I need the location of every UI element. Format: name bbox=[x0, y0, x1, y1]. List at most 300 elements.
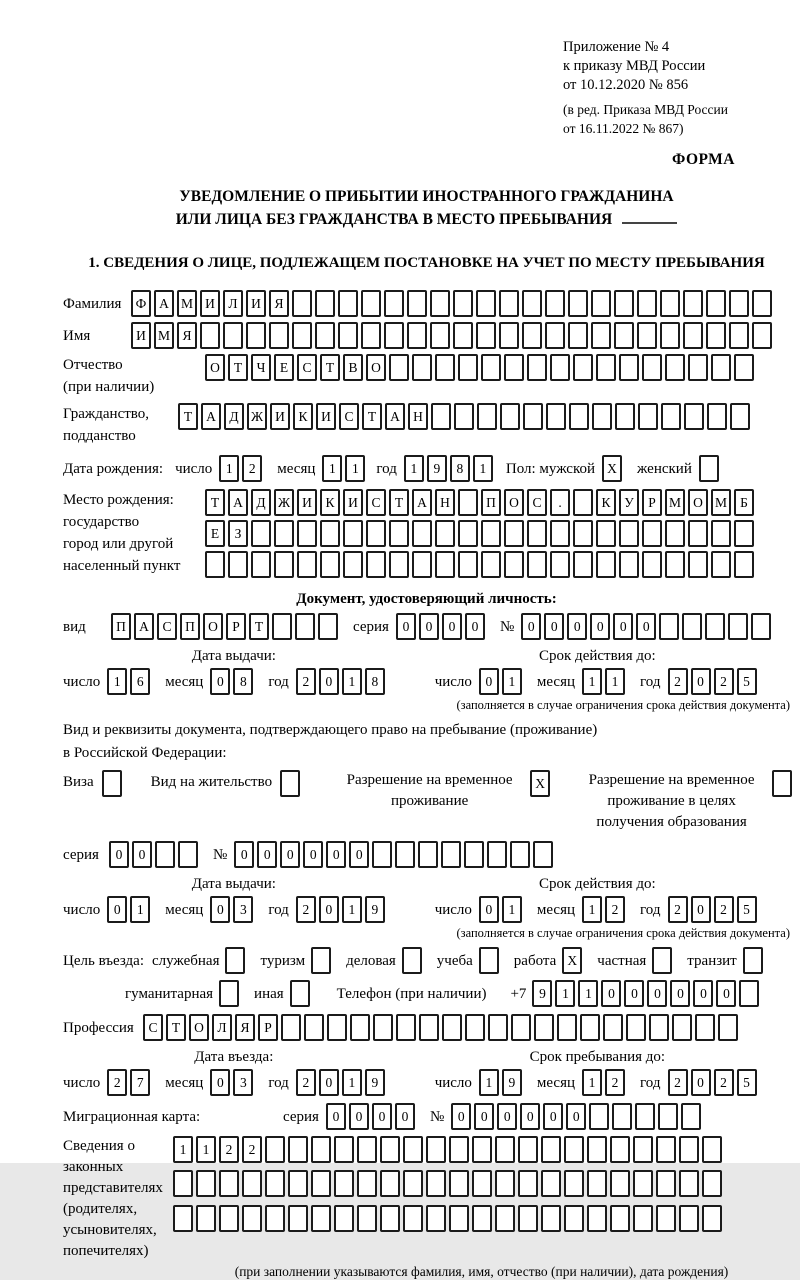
char-box[interactable] bbox=[573, 489, 593, 516]
char-box[interactable] bbox=[612, 1103, 632, 1130]
char-box[interactable] bbox=[242, 1170, 262, 1197]
char-box[interactable] bbox=[476, 322, 496, 349]
char-box[interactable] bbox=[402, 947, 422, 974]
char-box[interactable] bbox=[407, 290, 427, 317]
char-box[interactable]: 9 bbox=[532, 980, 552, 1007]
char-box[interactable]: А bbox=[134, 613, 154, 640]
char-box[interactable] bbox=[679, 1136, 699, 1163]
char-box[interactable]: А bbox=[228, 489, 248, 516]
char-box[interactable]: 0 bbox=[396, 613, 416, 640]
char-box[interactable] bbox=[596, 354, 616, 381]
char-box[interactable]: Е bbox=[205, 520, 225, 547]
char-box[interactable] bbox=[683, 290, 703, 317]
char-box[interactable]: О bbox=[504, 489, 524, 516]
char-box[interactable] bbox=[752, 290, 772, 317]
char-box[interactable]: 1 bbox=[342, 1069, 362, 1096]
char-box[interactable] bbox=[223, 322, 243, 349]
char-box[interactable] bbox=[412, 551, 432, 578]
char-box[interactable] bbox=[500, 403, 520, 430]
char-box[interactable]: М bbox=[665, 489, 685, 516]
char-box[interactable] bbox=[472, 1136, 492, 1163]
char-box[interactable] bbox=[665, 520, 685, 547]
char-box[interactable] bbox=[426, 1205, 446, 1232]
char-box[interactable] bbox=[772, 770, 792, 797]
char-box[interactable]: 0 bbox=[280, 841, 300, 868]
char-box[interactable] bbox=[304, 1014, 324, 1041]
char-box[interactable] bbox=[297, 520, 317, 547]
char-box[interactable] bbox=[679, 1205, 699, 1232]
char-box[interactable]: . bbox=[550, 489, 570, 516]
char-box[interactable]: Е bbox=[274, 354, 294, 381]
char-box[interactable]: И bbox=[131, 322, 151, 349]
char-box[interactable] bbox=[488, 1014, 508, 1041]
char-box[interactable]: 1 bbox=[322, 455, 342, 482]
char-box[interactable] bbox=[591, 290, 611, 317]
char-box[interactable] bbox=[699, 455, 719, 482]
char-box[interactable] bbox=[435, 520, 455, 547]
char-box[interactable]: И bbox=[343, 489, 363, 516]
char-box[interactable] bbox=[518, 1136, 538, 1163]
char-box[interactable] bbox=[389, 354, 409, 381]
char-box[interactable] bbox=[196, 1170, 216, 1197]
char-box[interactable]: 2 bbox=[219, 1136, 239, 1163]
char-box[interactable] bbox=[518, 1205, 538, 1232]
char-box[interactable]: 0 bbox=[543, 1103, 563, 1130]
char-box[interactable]: П bbox=[180, 613, 200, 640]
char-box[interactable] bbox=[315, 290, 335, 317]
char-box[interactable] bbox=[389, 520, 409, 547]
char-box[interactable] bbox=[711, 520, 731, 547]
char-box[interactable] bbox=[587, 1205, 607, 1232]
char-box[interactable] bbox=[707, 403, 727, 430]
char-box[interactable]: 2 bbox=[668, 1069, 688, 1096]
char-box[interactable] bbox=[380, 1170, 400, 1197]
char-box[interactable]: А bbox=[385, 403, 405, 430]
char-box[interactable]: 0 bbox=[451, 1103, 471, 1130]
char-box[interactable]: 7 bbox=[130, 1069, 150, 1096]
char-box[interactable] bbox=[403, 1170, 423, 1197]
char-box[interactable] bbox=[522, 322, 542, 349]
char-box[interactable]: 2 bbox=[714, 668, 734, 695]
char-box[interactable]: 1 bbox=[582, 1069, 602, 1096]
char-box[interactable]: 9 bbox=[502, 1069, 522, 1096]
char-box[interactable] bbox=[343, 551, 363, 578]
char-box[interactable]: И bbox=[200, 290, 220, 317]
char-box[interactable]: 9 bbox=[365, 1069, 385, 1096]
char-box[interactable] bbox=[472, 1205, 492, 1232]
char-box[interactable] bbox=[361, 322, 381, 349]
char-box[interactable] bbox=[373, 1014, 393, 1041]
char-box[interactable]: Н bbox=[435, 489, 455, 516]
char-box[interactable]: 0 bbox=[319, 1069, 339, 1096]
char-box[interactable] bbox=[573, 354, 593, 381]
char-box[interactable] bbox=[334, 1136, 354, 1163]
char-box[interactable]: М bbox=[177, 290, 197, 317]
char-box[interactable] bbox=[527, 354, 547, 381]
char-box[interactable] bbox=[412, 354, 432, 381]
char-box[interactable] bbox=[580, 1014, 600, 1041]
char-box[interactable]: Ж bbox=[247, 403, 267, 430]
char-box[interactable]: 8 bbox=[233, 668, 253, 695]
char-box[interactable] bbox=[495, 1205, 515, 1232]
char-box[interactable]: 2 bbox=[107, 1069, 127, 1096]
char-box[interactable]: 0 bbox=[395, 1103, 415, 1130]
char-box[interactable] bbox=[527, 551, 547, 578]
char-box[interactable]: Я bbox=[235, 1014, 255, 1041]
char-box[interactable]: 0 bbox=[691, 1069, 711, 1096]
char-box[interactable] bbox=[403, 1205, 423, 1232]
char-box[interactable] bbox=[228, 551, 248, 578]
char-box[interactable]: X bbox=[530, 770, 550, 797]
char-box[interactable]: Т bbox=[228, 354, 248, 381]
char-box[interactable] bbox=[288, 1170, 308, 1197]
char-box[interactable] bbox=[541, 1205, 561, 1232]
char-box[interactable] bbox=[265, 1170, 285, 1197]
char-box[interactable]: С bbox=[157, 613, 177, 640]
char-box[interactable] bbox=[281, 1014, 301, 1041]
char-box[interactable] bbox=[453, 322, 473, 349]
char-box[interactable] bbox=[688, 551, 708, 578]
char-box[interactable]: 0 bbox=[566, 1103, 586, 1130]
char-box[interactable] bbox=[265, 1205, 285, 1232]
char-box[interactable] bbox=[357, 1136, 377, 1163]
char-box[interactable] bbox=[642, 520, 662, 547]
char-box[interactable] bbox=[734, 551, 754, 578]
char-box[interactable]: 0 bbox=[210, 668, 230, 695]
char-box[interactable] bbox=[477, 403, 497, 430]
char-box[interactable]: 0 bbox=[636, 613, 656, 640]
char-box[interactable] bbox=[688, 354, 708, 381]
char-box[interactable]: 1 bbox=[342, 896, 362, 923]
char-box[interactable]: К bbox=[293, 403, 313, 430]
char-box[interactable]: 0 bbox=[479, 668, 499, 695]
char-box[interactable] bbox=[702, 1170, 722, 1197]
char-box[interactable]: 0 bbox=[303, 841, 323, 868]
char-box[interactable]: Л bbox=[223, 290, 243, 317]
char-box[interactable]: П bbox=[111, 613, 131, 640]
char-box[interactable] bbox=[527, 520, 547, 547]
char-box[interactable]: 0 bbox=[693, 980, 713, 1007]
char-box[interactable] bbox=[453, 290, 473, 317]
char-box[interactable] bbox=[295, 613, 315, 640]
char-box[interactable] bbox=[633, 1170, 653, 1197]
char-box[interactable]: У bbox=[619, 489, 639, 516]
char-box[interactable] bbox=[711, 354, 731, 381]
char-box[interactable] bbox=[431, 403, 451, 430]
char-box[interactable]: 0 bbox=[319, 668, 339, 695]
char-box[interactable] bbox=[652, 947, 672, 974]
char-box[interactable] bbox=[499, 290, 519, 317]
char-box[interactable]: Ф bbox=[131, 290, 151, 317]
char-box[interactable]: С bbox=[339, 403, 359, 430]
char-box[interactable] bbox=[695, 1014, 715, 1041]
char-box[interactable]: 6 bbox=[130, 668, 150, 695]
char-box[interactable] bbox=[523, 403, 543, 430]
char-box[interactable]: 2 bbox=[668, 896, 688, 923]
char-box[interactable]: Ч bbox=[251, 354, 271, 381]
char-box[interactable]: 9 bbox=[365, 896, 385, 923]
char-box[interactable] bbox=[728, 613, 748, 640]
char-box[interactable] bbox=[357, 1170, 377, 1197]
char-box[interactable]: 0 bbox=[521, 613, 541, 640]
char-box[interactable]: 0 bbox=[326, 841, 346, 868]
char-box[interactable] bbox=[251, 551, 271, 578]
char-box[interactable] bbox=[290, 980, 310, 1007]
char-box[interactable] bbox=[573, 520, 593, 547]
char-box[interactable]: 5 bbox=[737, 896, 757, 923]
char-box[interactable] bbox=[679, 1170, 699, 1197]
char-box[interactable]: 1 bbox=[578, 980, 598, 1007]
char-box[interactable] bbox=[280, 770, 300, 797]
char-box[interactable]: 1 bbox=[582, 668, 602, 695]
char-box[interactable]: 1 bbox=[130, 896, 150, 923]
char-box[interactable]: 0 bbox=[326, 1103, 346, 1130]
char-box[interactable] bbox=[396, 1014, 416, 1041]
char-box[interactable]: 2 bbox=[242, 1136, 262, 1163]
char-box[interactable] bbox=[205, 551, 225, 578]
char-box[interactable] bbox=[418, 841, 438, 868]
char-box[interactable] bbox=[403, 1136, 423, 1163]
char-box[interactable] bbox=[702, 1136, 722, 1163]
char-box[interactable] bbox=[610, 1205, 630, 1232]
char-box[interactable]: А bbox=[412, 489, 432, 516]
char-box[interactable]: К bbox=[320, 489, 340, 516]
char-box[interactable]: Р bbox=[226, 613, 246, 640]
char-box[interactable]: 0 bbox=[647, 980, 667, 1007]
char-box[interactable] bbox=[642, 354, 662, 381]
char-box[interactable]: С bbox=[297, 354, 317, 381]
char-box[interactable]: А bbox=[154, 290, 174, 317]
char-box[interactable] bbox=[288, 1205, 308, 1232]
char-box[interactable] bbox=[730, 403, 750, 430]
char-box[interactable] bbox=[292, 322, 312, 349]
char-box[interactable] bbox=[614, 322, 634, 349]
char-box[interactable] bbox=[706, 322, 726, 349]
char-box[interactable] bbox=[274, 520, 294, 547]
char-box[interactable] bbox=[545, 290, 565, 317]
char-box[interactable]: 1 bbox=[173, 1136, 193, 1163]
char-box[interactable] bbox=[350, 1014, 370, 1041]
char-box[interactable] bbox=[545, 322, 565, 349]
char-box[interactable]: Т bbox=[389, 489, 409, 516]
char-box[interactable] bbox=[196, 1205, 216, 1232]
char-box[interactable]: И bbox=[246, 290, 266, 317]
char-box[interactable] bbox=[660, 290, 680, 317]
char-box[interactable]: 5 bbox=[737, 1069, 757, 1096]
char-box[interactable] bbox=[269, 322, 289, 349]
char-box[interactable]: 0 bbox=[613, 613, 633, 640]
char-box[interactable] bbox=[458, 354, 478, 381]
char-box[interactable] bbox=[200, 322, 220, 349]
char-box[interactable] bbox=[442, 1014, 462, 1041]
char-box[interactable]: О bbox=[205, 354, 225, 381]
char-box[interactable] bbox=[734, 354, 754, 381]
char-box[interactable]: С bbox=[527, 489, 547, 516]
char-box[interactable] bbox=[511, 1014, 531, 1041]
char-box[interactable] bbox=[596, 520, 616, 547]
char-box[interactable] bbox=[510, 841, 530, 868]
char-box[interactable] bbox=[311, 947, 331, 974]
char-box[interactable] bbox=[357, 1205, 377, 1232]
char-box[interactable]: 1 bbox=[502, 896, 522, 923]
char-box[interactable] bbox=[672, 1014, 692, 1041]
char-box[interactable]: 0 bbox=[349, 1103, 369, 1130]
char-box[interactable] bbox=[637, 290, 657, 317]
char-box[interactable]: Р bbox=[258, 1014, 278, 1041]
char-box[interactable]: 2 bbox=[668, 668, 688, 695]
char-box[interactable] bbox=[320, 551, 340, 578]
char-box[interactable] bbox=[610, 1136, 630, 1163]
char-box[interactable]: П bbox=[481, 489, 501, 516]
char-box[interactable] bbox=[334, 1205, 354, 1232]
char-box[interactable]: 2 bbox=[714, 1069, 734, 1096]
char-box[interactable] bbox=[637, 322, 657, 349]
char-box[interactable] bbox=[659, 613, 679, 640]
char-box[interactable] bbox=[481, 520, 501, 547]
char-box[interactable] bbox=[504, 520, 524, 547]
char-box[interactable] bbox=[587, 1170, 607, 1197]
char-box[interactable] bbox=[430, 290, 450, 317]
char-box[interactable] bbox=[752, 322, 772, 349]
char-box[interactable] bbox=[487, 841, 507, 868]
char-box[interactable] bbox=[458, 551, 478, 578]
char-box[interactable] bbox=[706, 290, 726, 317]
char-box[interactable] bbox=[476, 290, 496, 317]
char-box[interactable]: 0 bbox=[349, 841, 369, 868]
char-box[interactable]: 0 bbox=[257, 841, 277, 868]
char-box[interactable] bbox=[458, 520, 478, 547]
char-box[interactable] bbox=[564, 1205, 584, 1232]
char-box[interactable] bbox=[633, 1136, 653, 1163]
char-box[interactable] bbox=[658, 1103, 678, 1130]
char-box[interactable] bbox=[504, 551, 524, 578]
char-box[interactable]: 0 bbox=[479, 896, 499, 923]
char-box[interactable] bbox=[610, 1170, 630, 1197]
char-box[interactable] bbox=[533, 841, 553, 868]
char-box[interactable] bbox=[633, 1205, 653, 1232]
char-box[interactable]: 0 bbox=[716, 980, 736, 1007]
char-box[interactable]: 2 bbox=[296, 1069, 316, 1096]
char-box[interactable]: 1 bbox=[404, 455, 424, 482]
char-box[interactable]: Я bbox=[269, 290, 289, 317]
char-box[interactable]: С bbox=[143, 1014, 163, 1041]
char-box[interactable] bbox=[384, 322, 404, 349]
char-box[interactable]: Р bbox=[642, 489, 662, 516]
char-box[interactable]: 0 bbox=[691, 668, 711, 695]
char-box[interactable]: 2 bbox=[296, 896, 316, 923]
char-box[interactable] bbox=[541, 1136, 561, 1163]
char-box[interactable]: Н bbox=[408, 403, 428, 430]
char-box[interactable] bbox=[615, 403, 635, 430]
char-box[interactable]: 0 bbox=[544, 613, 564, 640]
char-box[interactable] bbox=[458, 489, 478, 516]
char-box[interactable] bbox=[660, 322, 680, 349]
char-box[interactable]: Т bbox=[178, 403, 198, 430]
char-box[interactable] bbox=[320, 520, 340, 547]
char-box[interactable] bbox=[426, 1136, 446, 1163]
char-box[interactable]: 1 bbox=[107, 668, 127, 695]
char-box[interactable]: 8 bbox=[450, 455, 470, 482]
char-box[interactable]: 0 bbox=[234, 841, 254, 868]
char-box[interactable]: Т bbox=[362, 403, 382, 430]
char-box[interactable] bbox=[265, 1136, 285, 1163]
char-box[interactable] bbox=[155, 841, 175, 868]
char-box[interactable] bbox=[665, 551, 685, 578]
char-box[interactable] bbox=[311, 1170, 331, 1197]
char-box[interactable] bbox=[288, 1136, 308, 1163]
char-box[interactable] bbox=[702, 1205, 722, 1232]
char-box[interactable] bbox=[587, 1136, 607, 1163]
char-box[interactable] bbox=[499, 322, 519, 349]
char-box[interactable]: Т bbox=[249, 613, 269, 640]
char-box[interactable]: Т bbox=[320, 354, 340, 381]
char-box[interactable] bbox=[430, 322, 450, 349]
char-box[interactable] bbox=[739, 980, 759, 1007]
char-box[interactable] bbox=[504, 354, 524, 381]
char-box[interactable] bbox=[292, 290, 312, 317]
char-box[interactable] bbox=[338, 322, 358, 349]
char-box[interactable]: 0 bbox=[372, 1103, 392, 1130]
char-box[interactable] bbox=[568, 290, 588, 317]
char-box[interactable] bbox=[522, 290, 542, 317]
char-box[interactable] bbox=[372, 841, 392, 868]
char-box[interactable] bbox=[426, 1170, 446, 1197]
char-box[interactable]: 3 bbox=[233, 896, 253, 923]
char-box[interactable]: 2 bbox=[296, 668, 316, 695]
char-box[interactable] bbox=[102, 770, 122, 797]
char-box[interactable]: 0 bbox=[691, 896, 711, 923]
char-box[interactable] bbox=[274, 551, 294, 578]
char-box[interactable] bbox=[638, 403, 658, 430]
char-box[interactable]: 0 bbox=[520, 1103, 540, 1130]
char-box[interactable] bbox=[380, 1136, 400, 1163]
char-box[interactable]: 0 bbox=[319, 896, 339, 923]
char-box[interactable] bbox=[315, 322, 335, 349]
char-box[interactable]: О bbox=[203, 613, 223, 640]
char-box[interactable] bbox=[656, 1136, 676, 1163]
char-box[interactable] bbox=[734, 520, 754, 547]
char-box[interactable]: 2 bbox=[242, 455, 262, 482]
char-box[interactable]: Д bbox=[224, 403, 244, 430]
char-box[interactable]: З bbox=[228, 520, 248, 547]
char-box[interactable]: 0 bbox=[601, 980, 621, 1007]
char-box[interactable] bbox=[246, 322, 266, 349]
char-box[interactable] bbox=[366, 551, 386, 578]
char-box[interactable] bbox=[435, 551, 455, 578]
char-box[interactable] bbox=[541, 1170, 561, 1197]
char-box[interactable] bbox=[550, 551, 570, 578]
char-box[interactable] bbox=[592, 403, 612, 430]
char-box[interactable]: К bbox=[596, 489, 616, 516]
char-box[interactable]: 0 bbox=[442, 613, 462, 640]
char-box[interactable]: Б bbox=[734, 489, 754, 516]
char-box[interactable]: О bbox=[366, 354, 386, 381]
char-box[interactable] bbox=[596, 551, 616, 578]
char-box[interactable] bbox=[464, 841, 484, 868]
char-box[interactable]: X bbox=[602, 455, 622, 482]
char-box[interactable] bbox=[225, 947, 245, 974]
char-box[interactable]: 0 bbox=[107, 896, 127, 923]
char-box[interactable]: 0 bbox=[497, 1103, 517, 1130]
char-box[interactable] bbox=[173, 1205, 193, 1232]
char-box[interactable]: 1 bbox=[196, 1136, 216, 1163]
char-box[interactable] bbox=[389, 551, 409, 578]
char-box[interactable] bbox=[557, 1014, 577, 1041]
char-box[interactable] bbox=[479, 947, 499, 974]
char-box[interactable]: Я bbox=[177, 322, 197, 349]
char-box[interactable] bbox=[454, 403, 474, 430]
char-box[interactable] bbox=[419, 1014, 439, 1041]
